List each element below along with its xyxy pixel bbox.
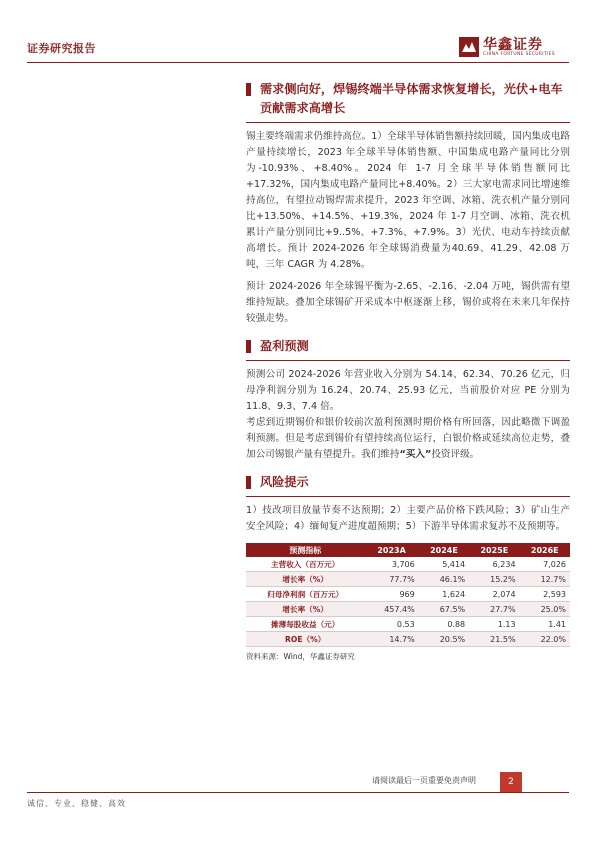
table-header-row bbox=[246, 543, 570, 557]
table-cell: 12.7% bbox=[520, 572, 570, 587]
table-cell: 27.7% bbox=[469, 602, 519, 617]
header-divider bbox=[27, 62, 569, 63]
table-cell: 0.53 bbox=[364, 617, 418, 632]
row-label: 主营收入（百万元） bbox=[246, 557, 364, 572]
brand-logo bbox=[459, 34, 569, 60]
row-label: 增长率（%） bbox=[246, 572, 364, 587]
table-cell: 969 bbox=[364, 587, 418, 602]
footer-divider bbox=[27, 792, 569, 793]
table-cell: 14.7% bbox=[364, 632, 418, 647]
table-cell: 21.5% bbox=[469, 632, 519, 647]
table-row bbox=[246, 572, 570, 587]
paragraph-demand-2: 预计 2024-2026 年全球锡平衡为-2.65、-2.16、-2.04 万吨，锡供需有望维持短缺。叠加全球锡矿开采成本中枢逐渐上移，锡价或将在未来几年保持较强走势。 bbox=[246, 281, 570, 324]
logo-text-en: CHINA FORTUNE SECURITIES bbox=[483, 52, 555, 57]
table-row bbox=[246, 557, 570, 572]
table-cell: 5,414 bbox=[419, 557, 469, 572]
table-row bbox=[246, 587, 570, 602]
paragraph-demand-1: 锡主要终端需求仍维持高位。1）全球半导体销售额持续回暖，国内集成电路产量持续增长，2023 年全球半导体销售额、中国集成电路产量同比分别为-10.93%、+8.40%。2024 年 1-7 月全球半导体销售额同比+17.32%，国内集成电路产量同比+8.40%。2）三大家电需求同比增速维持高位，有望拉动锡焊需求提升，2023 年空调、冰箱、洗衣机产量分别同比+13.50%、+14.5%、+19.3%，2024 年 1-7 月空调、冰箱、洗衣机累计产量分别同比+9..5%、+7.3%、+7.9%。3）光伏、电动车持续贡献高增长。预计 2024-2026 年全球锡消费量为40.69、41.29、42.08 万吨，三年 CAGR 为 4.28%。 bbox=[246, 131, 570, 270]
table-cell: 15.2% bbox=[469, 572, 519, 587]
main-content bbox=[246, 80, 570, 662]
row-label: 摊薄每股收益（元） bbox=[246, 617, 364, 632]
table-cell: 22.0% bbox=[520, 632, 570, 647]
table-cell: 2,593 bbox=[520, 587, 570, 602]
table-cell: 67.5% bbox=[419, 602, 469, 617]
table-row bbox=[246, 632, 570, 647]
table-row bbox=[246, 617, 570, 632]
table-cell: 2,074 bbox=[469, 587, 519, 602]
table-header-cell: 2026E bbox=[520, 543, 570, 557]
forecast-text-a: 考虑到近期锡价和银价较前次盈利预测时期价格有所回落，因此略微下调盈利预测。但是考虑到锡价有望持续高位运行，白银价格或延续高位走势，叠加公司锡银产量有望提升。我们维持 bbox=[246, 417, 570, 460]
logo-text-cn: 华鑫证券 bbox=[483, 37, 543, 53]
table-cell: 3,706 bbox=[364, 557, 418, 572]
footer-motto: 诚信、专业、稳健、高效 bbox=[27, 799, 126, 808]
table-cell: 0.88 bbox=[419, 617, 469, 632]
report-type-label: 证券研究报告 bbox=[27, 42, 96, 55]
section-title-demand: 需求侧向好，焊锡终端半导体需求恢复增长，光伏+电车贡献需求高增长 bbox=[246, 80, 570, 118]
table-cell: 20.5% bbox=[419, 632, 469, 647]
paragraph-forecast-1: 预测公司 2024-2026 年营业收入分别为 54.14、62.34、70.26 亿元，归母净利润分别为 16.24、20.74、25.93 亿元，当前股价对应 PE 分别为 11.8、9.3、7.4 倍。 bbox=[246, 369, 570, 412]
table-cell: 7,026 bbox=[520, 557, 570, 572]
disclaimer-note: 请阅读最后一页重要免责声明 bbox=[372, 776, 476, 785]
logo-mark-icon bbox=[459, 37, 479, 57]
page-number: 2 bbox=[500, 772, 522, 792]
table-cell: 6,234 bbox=[469, 557, 519, 572]
row-label: 归母净利润（百万元） bbox=[246, 587, 364, 602]
table-cell: 1.13 bbox=[469, 617, 519, 632]
table-header-cell: 2023A bbox=[364, 543, 418, 557]
table-cell: 1,624 bbox=[419, 587, 469, 602]
forecast-table bbox=[246, 543, 570, 647]
section-title-forecast: 盈利预测 bbox=[246, 337, 570, 356]
table-header-cell: 2024E bbox=[419, 543, 469, 557]
table-cell: 457.4% bbox=[364, 602, 418, 617]
table-row bbox=[246, 602, 570, 617]
table-cell: 46.1% bbox=[419, 572, 469, 587]
table-cell: 77.7% bbox=[364, 572, 418, 587]
table-header-cell: 预测指标 bbox=[246, 543, 364, 557]
paragraph-risk: 1）技改项目放量节奏不达预期；2）主要产品价格下跌风险；3）矿山生产安全风险；4）缅甸复产进度超预期；5）下游半导体需求复苏不及预期等。 bbox=[246, 505, 570, 532]
rating-buy: “买入” bbox=[399, 449, 432, 460]
table-cell: 25.0% bbox=[520, 602, 570, 617]
table-header-cell: 2025E bbox=[469, 543, 519, 557]
forecast-text-c: 投资评级。 bbox=[431, 449, 480, 460]
table-cell: 1.41 bbox=[520, 617, 570, 632]
paragraph-forecast-2 bbox=[246, 415, 570, 463]
section-title-risk: 风险提示 bbox=[246, 473, 570, 492]
row-label: 增长率（%） bbox=[246, 602, 364, 617]
row-label: ROE（%） bbox=[246, 632, 364, 647]
table-source: 资料来源：Wind，华鑫证券研究 bbox=[246, 652, 355, 661]
